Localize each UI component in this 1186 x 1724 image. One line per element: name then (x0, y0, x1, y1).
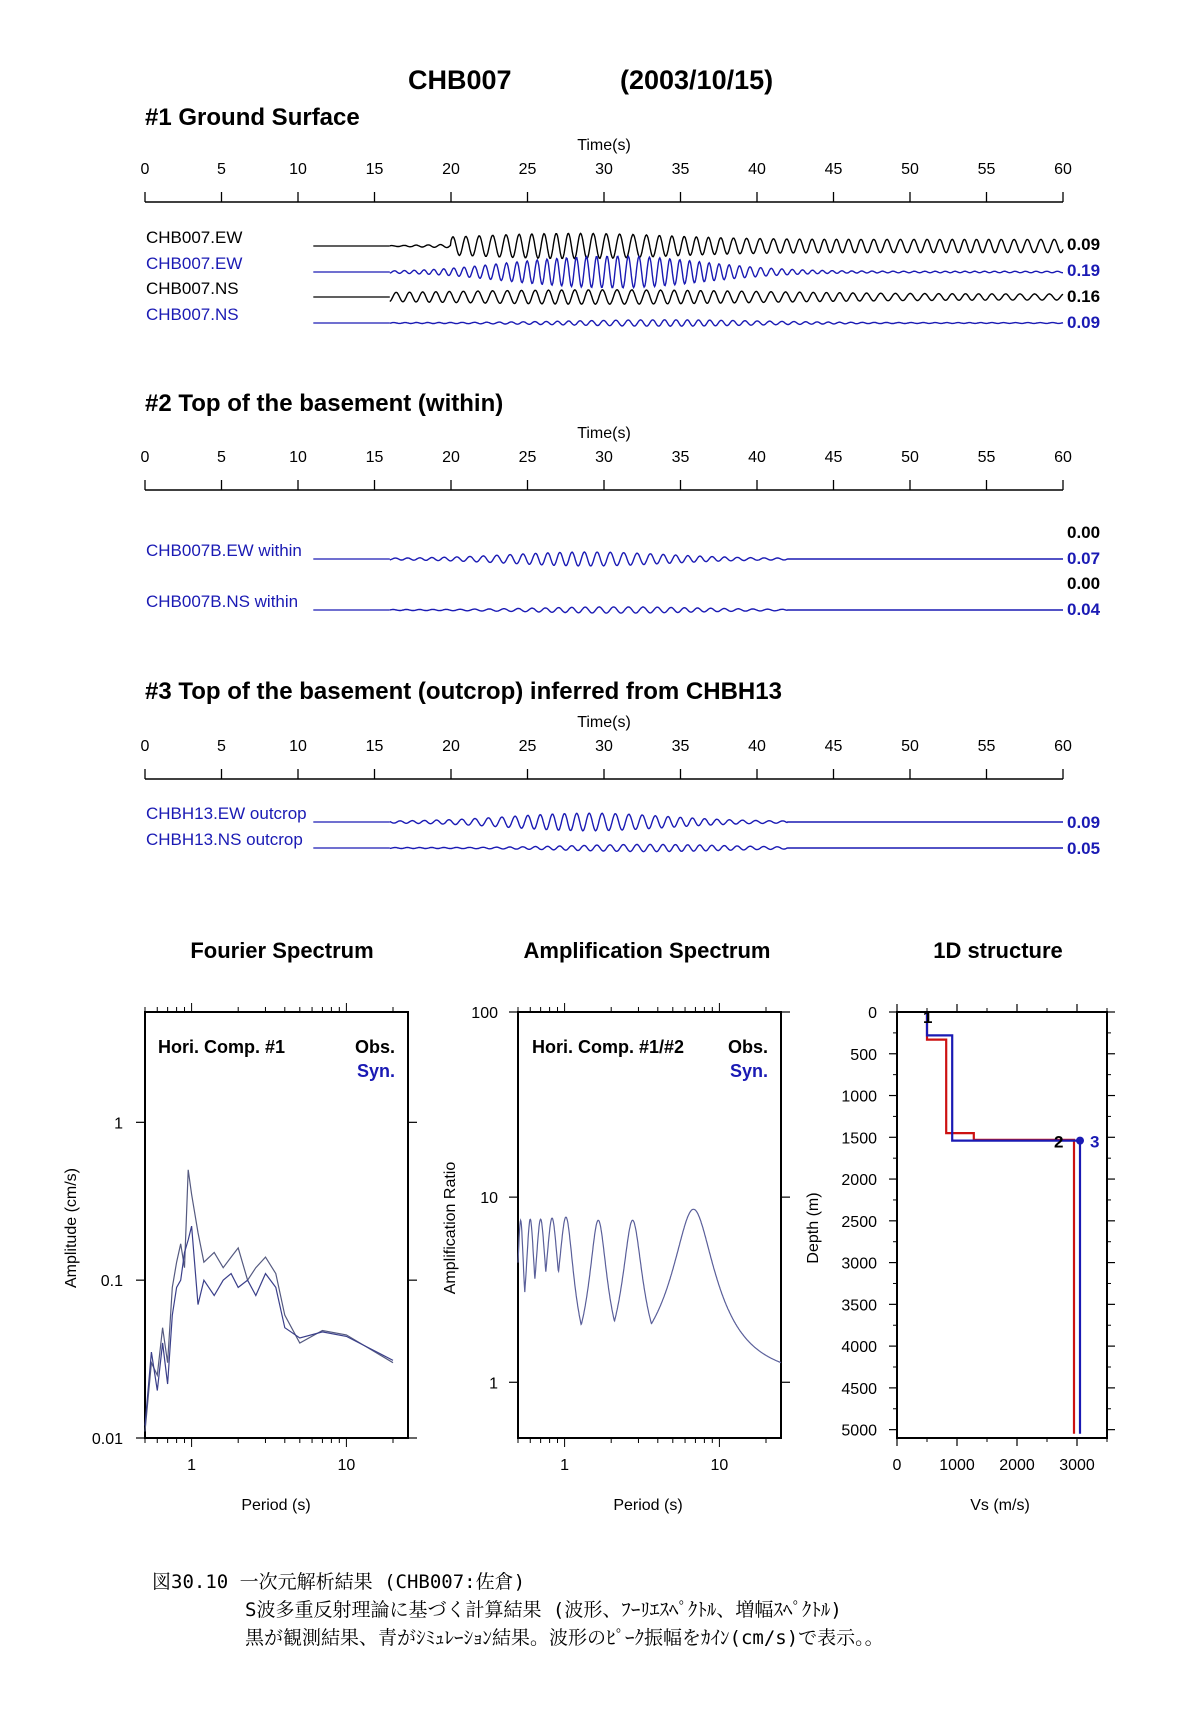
waveform-outcrop-ew (390, 813, 1063, 831)
trace-label: CHB007.NS (146, 279, 239, 298)
time-tick-label: 35 (671, 161, 690, 178)
trace-peak-value: 0.16 (1067, 287, 1101, 306)
time-tick-label: 20 (442, 449, 460, 466)
time-tick-label: 55 (977, 449, 996, 466)
trace-peak-value: 0.00 (1067, 523, 1101, 542)
trace-label: CHB007.NS (146, 305, 239, 324)
time-tick-label: 15 (365, 161, 384, 178)
structure-profile-syn (927, 1012, 1080, 1434)
time-tick-label: 10 (289, 161, 307, 178)
fourier-ytick-label: 0.01 (91, 1431, 123, 1448)
structure-ytick-label: 4500 (841, 1380, 877, 1398)
time-tick-label: 10 (289, 738, 307, 755)
structure-frame (897, 1012, 1107, 1438)
time-tick-label: 5 (217, 161, 226, 178)
time-tick-label: 30 (595, 161, 613, 178)
amplification-legend-syn: Syn. (729, 1061, 768, 1081)
time-tick-label: 40 (748, 738, 766, 755)
structure-ytick-label: 5000 (841, 1422, 877, 1440)
time-tick-label: 50 (901, 449, 919, 466)
time-tick-label: 55 (977, 161, 996, 178)
amplification-ytick-label: 1 (489, 1375, 498, 1393)
time-tick-label: 35 (671, 449, 690, 466)
time-tick-label: 40 (748, 449, 766, 466)
trace-peak-value: 0.09 (1067, 313, 1101, 332)
section-2-title: #2 Top of the basement (within) (145, 390, 504, 417)
time-tick-label: 45 (824, 738, 843, 755)
fourier-xtick-label: 1 (187, 1457, 197, 1474)
structure-xtick-label: 2000 (999, 1457, 1035, 1474)
amplification-title: Amplification Spectrum (523, 938, 771, 963)
fourier-xlabel: Period (s) (241, 1497, 311, 1514)
time-tick-label: 45 (824, 161, 843, 178)
amplification-ytick-label: 10 (480, 1190, 498, 1208)
trace-peak-value: 0.09 (1067, 235, 1101, 254)
trace-label: CHB007.EW (146, 228, 243, 247)
time-tick-label: 50 (901, 738, 919, 755)
amplification-ytick-label: 100 (471, 1005, 498, 1022)
trace-peak-value: 0.04 (1067, 600, 1101, 619)
structure-xlabel: Vs (m/s) (970, 1497, 1030, 1514)
fourier-legend-syn: Syn. (356, 1061, 395, 1081)
fourier-series-obs (145, 1170, 393, 1432)
time-tick-label: 0 (140, 161, 150, 178)
section-1-title: #1 Ground Surface (145, 104, 360, 131)
time-tick-label: 15 (365, 738, 384, 755)
waveform-obs-ns (390, 290, 1063, 304)
structure-marker-2: 2 (1054, 1132, 1064, 1152)
trace-peak-value: 0.00 (1067, 574, 1101, 593)
amplification-legend-label: Hori. Comp. #1/#2 (532, 1037, 685, 1057)
trace-label: CHBH13.EW outcrop (146, 804, 307, 823)
amplification-ylabel: Amplification Ratio (442, 1161, 459, 1295)
structure-marker-1: 1 (923, 1007, 933, 1027)
fourier-ylabel: Amplitude (cm/s) (63, 1167, 80, 1289)
waveform-within-ns (390, 607, 1063, 613)
time-tick-label: 15 (365, 449, 384, 466)
time-axis-label: Time(s) (577, 137, 631, 154)
trace-peak-value: 0.19 (1067, 261, 1101, 280)
structure-ytick-label: 3000 (841, 1255, 877, 1273)
time-tick-label: 20 (442, 738, 460, 755)
time-tick-label: 30 (595, 449, 613, 466)
time-tick-label: 5 (217, 449, 226, 466)
time-tick-label: 25 (518, 738, 537, 755)
trace-peak-value: 0.09 (1067, 813, 1101, 832)
caption-line-2: S波多重反射理論に基づく計算結果 (波形、ﾌｰﾘｴｽﾍﾟｸﾄﾙ、増幅ｽﾍﾟｸﾄﾙ) (245, 1599, 842, 1621)
time-tick-label: 50 (901, 161, 919, 178)
structure-xtick-label: 0 (892, 1457, 902, 1474)
time-axis-label: Time(s) (577, 425, 631, 442)
time-tick-label: 10 (289, 449, 307, 466)
time-tick-label: 25 (518, 161, 537, 178)
time-tick-label: 40 (748, 161, 766, 178)
fourier-legend-label: Hori. Comp. #1 (158, 1037, 286, 1057)
time-tick-label: 5 (217, 738, 226, 755)
structure-ytick-label: 1500 (841, 1130, 877, 1148)
structure-marker-dot (1076, 1137, 1084, 1145)
amplification-legend-obs: Obs. (727, 1037, 768, 1057)
fourier-xtick-label: 10 (337, 1457, 356, 1474)
trace-peak-value: 0.05 (1067, 839, 1101, 858)
trace-label: CHB007.EW (146, 254, 243, 273)
caption-line-3: 黒が観測結果、青がｼﾐｭﾚｰｼｮﾝ結果。波形のﾋﾟｰｸ振幅をｶｲﾝ(cm/s)で表示。。 (245, 1627, 884, 1649)
date-title: (2003/10/15) (620, 65, 774, 95)
section-3-title: #3 Top of the basement (outcrop) inferred from CHBH13 (145, 678, 782, 705)
structure-title: 1D structure (933, 938, 1063, 963)
trace-peak-value: 0.07 (1067, 549, 1101, 568)
waveform-outcrop-ns (390, 844, 1063, 851)
time-tick-label: 60 (1054, 738, 1072, 755)
trace-label: CHB007B.NS within (146, 592, 299, 611)
fourier-ytick-label: 1 (114, 1115, 123, 1133)
waveform-syn-ew (390, 256, 1063, 287)
waveform-syn-ns (390, 320, 1063, 326)
amplification-xtick-label: 10 (710, 1457, 729, 1474)
trace-label: CHB007B.EW within (146, 541, 302, 560)
structure-ytick-label: 2000 (841, 1172, 877, 1190)
amplification-xtick-label: 1 (560, 1457, 570, 1474)
structure-ytick-label: 0 (868, 1005, 877, 1022)
fourier-legend-obs: Obs. (354, 1037, 395, 1057)
structure-profile-obs (927, 1012, 1074, 1434)
fourier-ytick-label: 0.1 (100, 1273, 123, 1291)
structure-xtick-label: 3000 (1059, 1457, 1095, 1474)
amplification-series (518, 1209, 781, 1362)
structure-marker-3: 3 (1090, 1132, 1100, 1152)
time-tick-label: 60 (1054, 449, 1072, 466)
time-axis-label: Time(s) (577, 714, 631, 731)
time-tick-label: 20 (442, 161, 460, 178)
structure-xtick-label: 1000 (939, 1457, 975, 1474)
time-tick-label: 35 (671, 738, 690, 755)
time-tick-label: 25 (518, 449, 537, 466)
time-tick-label: 60 (1054, 161, 1072, 178)
structure-ytick-label: 500 (850, 1046, 877, 1064)
structure-ytick-label: 2500 (841, 1213, 877, 1231)
station-title: CHB007 (408, 65, 512, 95)
time-tick-label: 30 (595, 738, 613, 755)
time-tick-label: 55 (977, 738, 996, 755)
structure-ylabel: Depth (m) (805, 1192, 822, 1264)
time-tick-label: 45 (824, 449, 843, 466)
waveform-obs-ew (390, 233, 1063, 258)
caption-line-1: 図30.10 一次元解析結果 (CHB007:佐倉) (152, 1571, 526, 1593)
time-tick-label: 0 (140, 738, 150, 755)
trace-label: CHBH13.NS outcrop (146, 830, 303, 849)
time-tick-label: 0 (140, 449, 150, 466)
structure-ytick-label: 3500 (841, 1297, 877, 1315)
fourier-title: Fourier Spectrum (190, 938, 374, 963)
amplification-xlabel: Period (s) (613, 1497, 683, 1514)
structure-ytick-label: 4000 (841, 1339, 877, 1357)
waveform-within-ew (390, 552, 1063, 566)
structure-ytick-label: 1000 (841, 1088, 877, 1106)
